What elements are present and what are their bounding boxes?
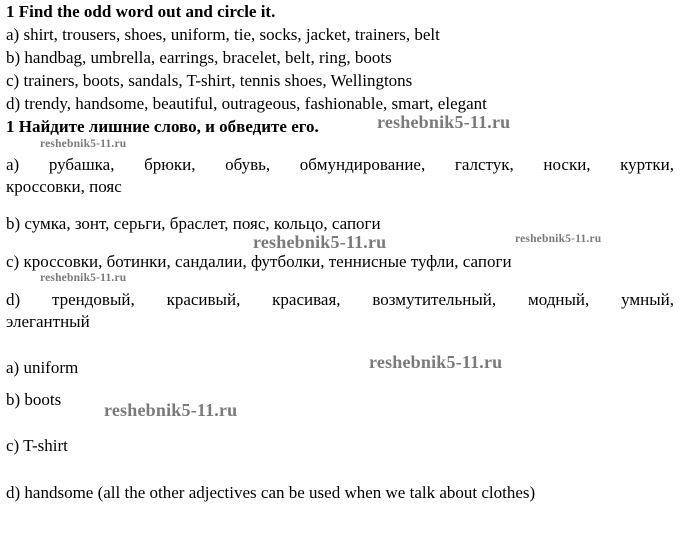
exercise-heading: 1 Find the odd word out and circle it. xyxy=(6,2,276,21)
translation-item-c: c) кроссовки, ботинки, сандалии, футболки, теннисные туфли, сапоги xyxy=(6,252,512,271)
translation-heading: 1 Найдите лишние слово, и обведите его. xyxy=(6,117,319,136)
translation-item-d-line2: элегантный xyxy=(6,312,90,331)
watermark: reshebnik5-11.ru xyxy=(515,233,602,245)
watermark: reshebnik5-11.ru xyxy=(104,400,238,420)
translation-item-d-line1: d) трендовый, красивый, красивая, возмутительный, модный, умный, xyxy=(6,290,674,309)
watermark: reshebnik5-11.ru xyxy=(369,352,503,372)
translation-item-b: b) сумка, зонт, серьги, браслет, пояс, кольцо, сапоги xyxy=(6,214,381,233)
exercise-item-a: a) shirt, trousers, shoes, uniform, tie, socks, jacket, trainers, belt xyxy=(6,25,440,44)
translation-item-a-line1: а) рубашка, брюки, обувь, обмундирование, галстук, носки, куртки, xyxy=(6,155,674,174)
exercise-item-b: b) handbag, umbrella, earrings, bracelet, belt, ring, boots xyxy=(6,48,392,67)
exercise-item-d: d) trendy, handsome, beautiful, outrageous, fashionable, smart, elegant xyxy=(6,94,487,113)
watermark: reshebnik5-11.ru xyxy=(253,232,387,252)
exercise-item-c: c) trainers, boots, sandals, T-shirt, tennis shoes, Wellingtons xyxy=(6,71,413,90)
answer-a: a) uniform xyxy=(6,358,79,377)
answer-c: c) T-shirt xyxy=(6,436,68,455)
watermark: reshebnik5-11.ru xyxy=(377,112,511,132)
watermark: reshebnik5-11.ru xyxy=(40,138,127,150)
answer-b: b) boots xyxy=(6,390,62,409)
translation-item-a-line2: кроссовки, пояс xyxy=(6,177,122,196)
answer-d: d) handsome (all the other adjectives can be used when we talk about clothes) xyxy=(6,483,536,502)
watermark: reshebnik5-11.ru xyxy=(40,272,127,284)
